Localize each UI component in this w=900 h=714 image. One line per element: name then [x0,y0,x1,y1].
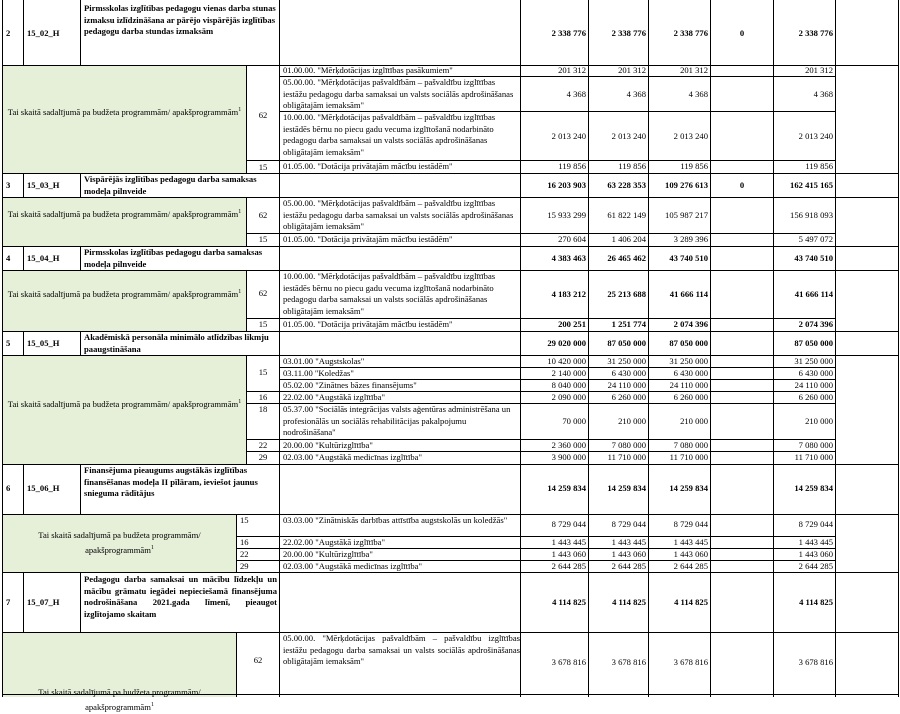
value-cell: 2 644 285 [611,561,646,571]
row-code: 15_02_H [27,28,60,38]
value-cell: 14 259 834 [547,483,586,493]
value-cell: 1 443 060 [551,549,586,559]
split-label: Tai skaitā sadalījumā pa budžeta programmām/ apakšprogrammām$^1$ [38,687,203,712]
value-cell: 119 856 [680,161,708,171]
value-cell: 15 933 299 [547,210,586,220]
split-label: Tai skaitā sadalījumā pa budžeta programmām/ apakšprogrammām$^1$ [7,208,242,219]
value-cell: 8 729 044 [611,519,646,529]
value-cell: 31 250 000 [607,356,646,366]
value-cell: 4 114 825 [674,597,708,607]
value-cell: 2 013 240 [798,131,833,141]
value-cell: 7 080 000 [673,440,708,450]
subprogram-text: 01.05.00. "Dotācija privātajām mācību iestādēm" [283,234,453,244]
value-cell: 7 080 000 [798,440,833,450]
row-code: 15_04_H [27,253,60,263]
value-cell: 4 114 825 [799,597,833,607]
value-cell: 201 312 [558,65,586,75]
value-cell: 2 338 776 [551,28,586,38]
value-cell: 70 000 [562,416,586,426]
value-cell: 210 000 [618,416,646,426]
value-cell: 2 074 396 [798,319,833,329]
subprogram-text: 22.02.00 "Augstākā izglītība" [283,392,386,402]
value-cell: 2 644 285 [551,561,586,571]
value-cell: 4 114 825 [552,597,586,607]
value-cell: 2 338 776 [611,28,646,38]
value-cell: 2 360 000 [551,440,586,450]
row-number: 3 [6,180,11,190]
value-cell: 3 900 000 [551,452,586,462]
subprogram-text: 05.02.00 "Zinātnes bāzes finansējums" [283,380,417,390]
value-cell: 8 040 000 [551,380,586,390]
subprogram-text: 01.00.00. "Mērķdotācijas izglītības pasākumiem" [283,65,453,75]
value-cell: 6 260 000 [673,392,708,402]
value-cell: 1 443 060 [673,549,708,559]
program-code: 16 [258,392,268,402]
row-number: 6 [6,483,11,493]
value-cell: 270 604 [558,234,586,244]
value-cell: 1 443 060 [798,549,833,559]
value-cell: 3 678 816 [551,657,586,667]
split-label: Tai skaitā sadalījumā pa budžeta programmām/ apakšprogrammām$^1$ [38,530,203,555]
value-cell: 11 710 000 [607,452,646,462]
value-cell: 2 644 285 [798,561,833,571]
row-title: Vispārējās izglītības pedagogu darba samaksas modeļa pilnveide [84,174,259,196]
program-code: 15 [258,234,268,244]
program-code: 22 [258,440,268,450]
subprogram-text: 02.03.00 "Augstākā medicīnas izglītība" [283,452,422,462]
value-cell: 4 183 212 [551,289,586,299]
program-code: 22 [240,549,249,559]
value-cell: 1 443 445 [798,537,833,547]
value-cell: 24 110 000 [794,380,833,390]
value-cell: 200 251 [558,319,586,329]
value-cell: 2 338 776 [798,28,833,38]
program-code: 15 [240,515,249,525]
subprogram-text: 22.02.00 "Augstākā izglītība" [283,537,386,547]
row-title: Pirmsskolas izglītības pedagogu darba samaksas modeļa pilnveide [84,247,265,269]
subprogram-text: 05.37.00 "Sociālās integrācijas valsts aģentūras administrēšana un profesionālās un sociālās rehabilitācijas pakalpojumu nodrošināšana" [283,404,513,437]
subprogram-text: 01.05.00. "Dotācija privātajām mācību iestādēm" [283,161,453,171]
split-label: Tai skaitā sadalījumā pa budžeta programmām/ apakšprogrammām$^1$ [7,106,242,117]
value-cell: 210 000 [805,416,833,426]
subprogram-text: 10.00.00. "Mērķdotācijas pašvaldībām – pašvaldību izglītības iestādēs bērnu no piecu gadu vecuma izglītošanā nodarbināto pedagogu darba samaksai un valsts sociālās apdrošināšanas obligātajām iemaksām" [283,112,498,157]
value-cell: 1 443 060 [611,549,646,559]
value-cell: 4 114 825 [612,597,646,607]
value-cell: 8 729 044 [673,519,708,529]
subprogram-text: 20.00.00 "Kultūrizglītība" [283,549,373,559]
value-cell: 3 289 396 [673,234,708,244]
subprogram-text: 03.03.00 "Zinātniskās darbības attīstība augstskolās un koledžās" [283,515,508,525]
row-code: 15_05_H [27,338,60,348]
value-cell: 87 050 000 [669,338,708,348]
value-cell: 43 740 510 [794,253,833,263]
value-cell: 119 856 [558,161,586,171]
value-cell: 5 497 072 [798,234,833,244]
row-title: Pedagogu darba samaksai un mācību līdzekļu un mācību grāmatu iegādei nepieciešamā finansējuma nodrošināšana 2021.gada līmenī, pieaugot izglītojamo skaitam [84,574,280,619]
value-cell: 25 213 688 [607,289,646,299]
split-label: Tai skaitā sadalījumā pa budžeta programmām/ apakšprogrammām$^1$ [7,398,242,409]
row-number: 2 [6,28,11,38]
program-code: 18 [258,404,268,414]
value-cell: 1 443 445 [551,537,586,547]
subprogram-text: 10.00.00. "Mērķdotācijas pašvaldībām – pašvaldību izglītības iestādēs bērnu no piecu gadu vecuma izglītošanā nodarbināto pedagogu darba samaksai un valsts sociālās apdrošināšanas obligātajām iemaksām" [283,271,498,316]
value-cell: 31 250 000 [669,356,708,366]
row-number: 5 [6,338,11,348]
value-cell: 29 020 000 [547,338,586,348]
subprogram-text: 20.00.00 "Kultūrizglītība" [283,440,373,450]
value-cell: 2 013 240 [673,131,708,141]
value-cell: 201 312 [618,65,646,75]
split-label: Tai skaitā sadalījumā pa budžeta programmām/ apakšprogrammām$^1$ [7,288,242,299]
value-cell: 2 013 240 [611,131,646,141]
value-cell: 10 420 000 [547,356,586,366]
value-cell: 11 710 000 [669,452,708,462]
value-cell: 4 368 [813,89,833,99]
value-cell: 4 368 [688,89,708,99]
value-cell: 1 443 445 [673,537,708,547]
value-cell: 105 987 217 [665,210,708,220]
value-cell: 87 050 000 [794,338,833,348]
value-cell: 0 [739,28,745,38]
value-cell: 6 430 000 [611,368,646,378]
value-cell: 8 729 044 [798,519,833,529]
row-title: Finansējuma pieaugums augstākās izglītības finansēšanas modeļa II pīlāram, ieviešot jaunus snieguma rādītājus [84,465,260,498]
value-cell: 119 856 [618,161,646,171]
row-code: 15_06_H [27,483,60,493]
value-cell: 6 430 000 [673,368,708,378]
value-cell: 109 276 613 [665,180,708,190]
subprogram-text: 03.01.00 "Augstskolas" [283,356,365,366]
value-cell: 1 406 204 [611,234,646,244]
program-code: 15 [258,319,268,329]
row-number: 4 [6,253,11,263]
program-code: 15 [258,162,268,172]
subprogram-text: 02.03.00 "Augstākā medicīnas izglītība" [283,561,422,571]
value-cell: 2 140 000 [551,368,586,378]
value-cell: 43 740 510 [669,253,708,263]
program-code: 62 [258,288,268,298]
program-code: 16 [240,537,249,547]
value-cell: 16 203 903 [547,180,586,190]
value-cell: 3 678 816 [611,657,646,667]
row-number: 7 [6,597,11,607]
value-cell: 4 368 [626,89,646,99]
value-cell: 14 259 834 [794,483,833,493]
value-cell: 4 368 [566,89,586,99]
value-cell: 6 430 000 [798,368,833,378]
value-cell: 11 710 000 [794,452,833,462]
subprogram-text: 05.00.00. "Mērķdotācijas pašvaldībām – pašvaldību izglītības iestāžu pedagogu darba samaksai un valsts sociālās apdrošināšanas obligātajām iemaksām" [283,77,516,110]
value-cell: 24 110 000 [607,380,646,390]
value-cell: 26 465 462 [607,253,646,263]
value-cell: 2 013 240 [551,131,586,141]
value-cell: 41 666 114 [794,289,833,299]
row-code: 15_03_H [27,180,60,190]
value-cell: 31 250 000 [794,356,833,366]
value-cell: 3 678 816 [798,657,833,667]
value-cell: 3 678 816 [673,657,708,667]
value-cell: 24 110 000 [669,380,708,390]
value-cell: 119 856 [805,161,833,171]
value-cell: 2 644 285 [673,561,708,571]
value-cell: 156 918 093 [790,210,833,220]
value-cell: 2 074 396 [673,319,708,329]
value-cell: 2 090 000 [551,392,586,402]
value-cell: 0 [739,180,745,190]
value-cell: 14 259 834 [607,483,646,493]
value-cell: 41 666 114 [669,289,708,299]
value-cell: 7 080 000 [611,440,646,450]
value-cell: 6 260 000 [798,392,833,402]
value-cell: 14 259 834 [669,483,708,493]
program-code: 29 [258,452,268,462]
row-title: Akadēmiskā personāla minimālo atlīdzības likmju paaugstināšana [84,332,271,354]
value-cell: 63 228 353 [607,180,646,190]
program-code: 62 [253,655,263,665]
value-cell: 201 312 [680,65,708,75]
subprogram-text: 05.00.00. "Mērķdotācijas pašvaldībām – pašvaldību izglītības iestāžu pedagogu darba samaksai un valsts sociālās apdrošināšanas obligātajām iemaksām" [283,633,523,666]
subprogram-text: 03.11.00 "Koledžas" [283,368,354,378]
value-cell: 1 443 445 [611,537,646,547]
row-title: Pirmsskolas izglītības pedagogu vienas darba stunas izmaksu izlīdzināšana ar pārējo vispārējās izglītības pedagogu darba stundas izmaksām [84,3,278,36]
value-cell: 201 312 [805,65,833,75]
program-code: 62 [258,110,268,120]
value-cell: 61 822 149 [607,210,646,220]
program-code: 62 [258,210,268,220]
value-cell: 210 000 [680,416,708,426]
subprogram-text: 05.00.00. "Mērķdotācijas pašvaldībām – pašvaldību izglītības iestāžu pedagogu darba samaksai un valsts sociālās apdrošināšanas obligātajām iemaksām" [283,198,516,231]
program-code: 29 [240,561,249,571]
value-cell: 1 251 774 [611,319,646,329]
value-cell: 2 338 776 [673,28,708,38]
value-cell: 6 260 000 [611,392,646,402]
value-cell: 4 383 463 [551,253,586,263]
program-code: 15 [258,367,268,377]
row-code: 15_07_H [27,597,60,607]
subprogram-text: 01.05.00. "Dotācija privātajām mācību iestādēm" [283,319,453,329]
value-cell: 8 729 044 [551,519,586,529]
value-cell: 162 415 165 [790,180,833,190]
value-cell: 87 050 000 [607,338,646,348]
